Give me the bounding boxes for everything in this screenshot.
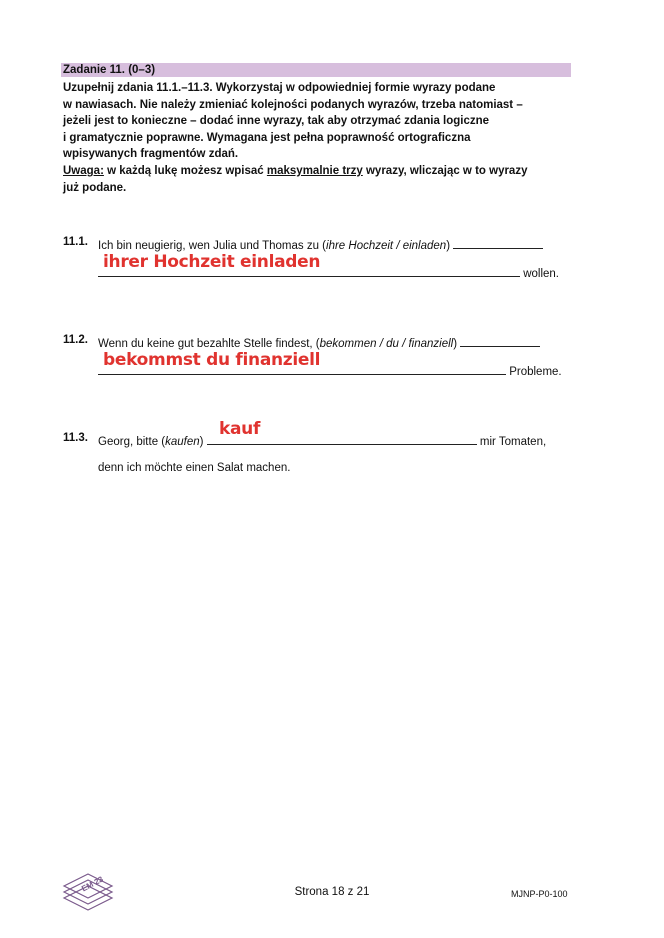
- task-instructions: [63, 80, 573, 196]
- question-number: 11.3.: [63, 432, 88, 444]
- question-text-end: wollen.: [523, 268, 560, 280]
- question-line: [98, 334, 540, 351]
- task-title: Zadanie 11. (0–3): [63, 64, 156, 76]
- question-text-after-blank: mir Tomaten,: [479, 436, 547, 448]
- exam-code: MJNP-P0-100: [511, 889, 568, 899]
- question-number: 11.2.: [63, 334, 88, 346]
- question-text: Georg, bitte (: [98, 436, 166, 448]
- note-emphasis: maksymalnie trzy: [266, 164, 363, 177]
- note-line-2: już podane.: [63, 181, 127, 194]
- question-line: [98, 236, 543, 253]
- question-hint: kaufen: [165, 436, 200, 448]
- answer-blank-start: [460, 334, 540, 347]
- question-text: Ich bin neugierig, wen Julia und Thomas zu (: [98, 240, 327, 252]
- instruction-line: Uzupełnij zdania 11.1.–11.3. Wykorzystaj w odpowiedniej formie wyrazy podane: [63, 82, 496, 94]
- instruction-line: i gramatycznie poprawne. Wymagana jest pełna poprawność ortograficzna: [63, 131, 471, 144]
- question-line-2: denn ich möchte einen Salat machen.: [98, 462, 291, 474]
- handwritten-answer: bekommst du finanziell: [103, 350, 321, 370]
- instruction-line: wpisywanych fragmentów zdań.: [63, 148, 239, 161]
- handwritten-answer: kauf: [219, 419, 261, 439]
- question-text-close: ): [453, 338, 458, 350]
- question-text: Wenn du keine gut bezahlte Stelle findest, (: [98, 338, 320, 350]
- answer-blank-start: [453, 236, 543, 249]
- question-text-close: ): [199, 436, 204, 448]
- instruction-line: jeżeli jest to konieczne – dodać inne wyrazy, tak aby otrzymać zdania logiczne: [63, 115, 490, 128]
- note-label: Uwaga:: [63, 164, 104, 177]
- note-line: [63, 163, 573, 180]
- note-text-b: wyrazy, wliczając w to wyrazy: [362, 164, 528, 177]
- question-line: [98, 432, 546, 449]
- handwritten-answer: ihrer Hochzeit einladen: [103, 252, 321, 272]
- question-hint: bekommen / du / finanziell: [319, 338, 454, 350]
- question-text-close: ): [446, 240, 451, 252]
- question-number: 11.1.: [63, 236, 88, 248]
- question-hint: ihre Hochzeit / einladen: [326, 240, 447, 252]
- note-text-a: w każdą lukę możesz wpisać: [103, 164, 267, 177]
- instruction-line: w nawiasach. Nie należy zmieniać kolejności podanych wyrazów, trzeba natomiast –: [63, 98, 523, 111]
- question-text-end: Probleme.: [509, 366, 562, 378]
- logo-text: EM 23: [80, 874, 105, 894]
- page-number: Strona 18 z 21: [294, 886, 370, 898]
